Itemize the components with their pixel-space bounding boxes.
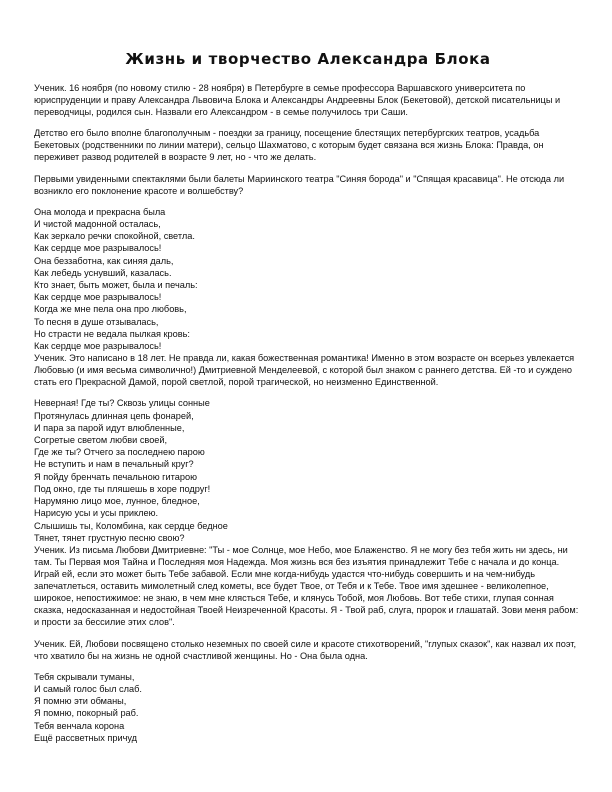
poem-line: Нарисую усы и усы приклею. (34, 508, 159, 519)
document-page (34, 50, 582, 744)
poem-line: И чистой мадонной осталась, (34, 218, 161, 229)
poem-line: Я помню эти обманы, (34, 696, 127, 707)
poem-line: Тянет, тянет грустную песню свою? (34, 532, 185, 543)
poem-line: Но страсти не ведала пылкая кровь: (34, 328, 190, 339)
poem-line: Когда же мне пела она про любовь, (34, 304, 187, 315)
poem-line: Кто знает, быть может, была и печаль: (34, 279, 198, 290)
paragraph-romance: Ученик. Это написано в 18 лет. Не правда ли, какая божественная романтика! Именно в этом возрасте он всерьез увлекается Любовью (и имя весьма символично!) Дмитриевной Менделеевой, с которой был знаком с раннего детства. Ей -то и суждено стать его Прекрасной Дамой, порой светлой, порой трагической, но неизменно Единственной. (34, 353, 575, 388)
poem-line: И пара за парой идут влюбленные, (34, 422, 185, 433)
poem-line: Слышишь ты, Коломбина, как сердце бедное (34, 520, 228, 531)
poem-line: Под окно, где ты пляшешь в хоре подруг! (34, 483, 211, 494)
poem-line: Тебя венчала корона (34, 720, 125, 731)
poem-line: Как лебедь уснувший, казалась. (34, 267, 172, 278)
poem-3 (34, 671, 582, 744)
poem-2 (34, 397, 582, 543)
poem-line: Протянулась длинная цепь фонарей, (34, 410, 194, 421)
poem-line: Она беззаботна, как синяя даль, (34, 255, 174, 266)
poem-line: Как сердце мое разрывалось! (34, 340, 162, 351)
poem-line: Как сердце мое разрывалось! (34, 243, 162, 254)
poem-line: Я помню, покорный раб. (34, 708, 139, 719)
paragraph-letter: Ученик. Из письма Любови Дмитриевне: "Ты - мое Солнце, мое Небо, мое Блаженство. Я не могу без тебя жить ни здесь, ни там. Ты Первая моя Тайна и Последняя моя Надежда. Моя жизнь вся без изъятия принадлежит Тебе с начала и до конца. Играй ей, если это может быть Тебе забавой. Если мне когда-нибудь удастся что-нибудь совершить и на чем-нибудь запечатлеться, оставить мимолетный след кометы, все будет Твое, от Тебя и к Тебе. Твое имя здешнее - великолепное, широкое, непостижимое: не знаю, в чем мне клясться Тебе, и клянусь Тобой, моя Любовь. Вот тебе стихи, глупая сонная сказка, недосказанная и недостойная Твоей Неизреченной Красоты. Я - Твой раб, слуга, пророк и глашатай. Зови меня рабом: и прости за бессилие этих слов". (34, 544, 579, 628)
poem-line: Где же ты? Отчего за последнею парою (34, 447, 205, 458)
poem-line: Не вступить и нам в печальный круг? (34, 459, 194, 470)
poem-line: Она молода и прекрасна была (34, 206, 166, 217)
paragraph-childhood: Детство его было вполне благополучным - поездки за границу, посещение блестящих петербургских театров, усадьба Бекетовых (родственники по линии матери), сельцо Шахматово, с которым будет связана вся жизнь Блока: Правда, он переживет развод родителей в возрасте 9 лет, но - что же делать. (34, 128, 544, 163)
paragraph-birth: Ученик. 16 ноября (по новому стилю - 28 ноября) в Петербурге в семье профессора Варшавского университета по юриспруденции и праву Александра Львовича Блока и Александры Андреевны Блок (Бекетовой), детской писательницы и переводчицы, родился сын. Назвали его Александром - в семье получилось три Саши. (34, 83, 561, 118)
poem-line: Как зеркало речки спокойной, светла. (34, 231, 195, 242)
poem-line: То песня в душе отзывалась, (34, 316, 159, 327)
poem-line: И самый голос был слаб. (34, 683, 142, 694)
paragraph-dedication: Ученик. Ей, Любови посвящено столько неземных по своей силе и красоте стихотворений, "глупых сказок", как назвал их поэт, что хватило бы на жизнь не одной счастливой женщины. Но - Она была одна. (34, 638, 577, 661)
poem-line: Нарумяню лицо мое, лунное, бледное, (34, 496, 200, 507)
poem-line: Как сердце мое разрывалось! (34, 292, 162, 303)
paragraph-ballets: Первыми увиденными спектаклями были балеты Мариинского театра "Синяя борода" и "Спящая красавица". Не отсюда ли возникло его поклонение красоте и волшебству? (34, 173, 565, 196)
poem-line: Неверная! Где ты? Сквозь улицы сонные (34, 398, 210, 409)
poem-line: Я пойду бренчать печальною гитарою (34, 471, 197, 482)
page-title: Жизнь и творчество Александра Блока (125, 50, 491, 68)
poem-line: Согретые светом любви своей, (34, 435, 168, 446)
poem-line: Ещё рассветных причуд (34, 732, 138, 743)
poem-1 (34, 206, 582, 352)
poem-line: Тебя скрывали туманы, (34, 671, 135, 682)
